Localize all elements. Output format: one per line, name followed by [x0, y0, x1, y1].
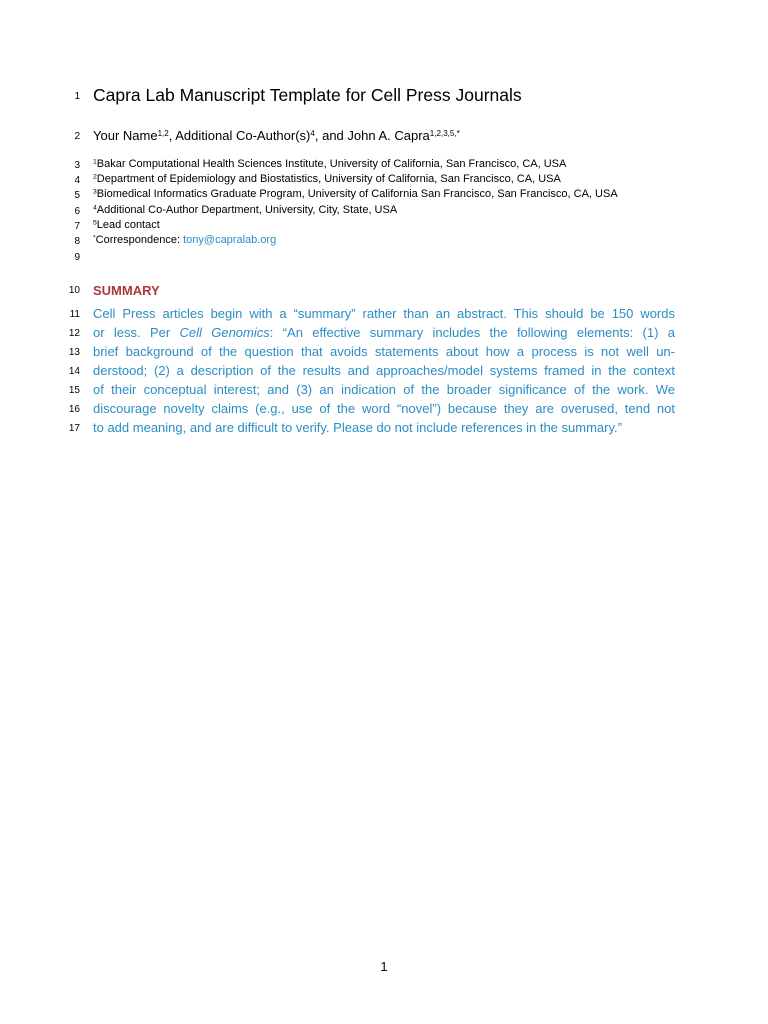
summary-line [93, 325, 675, 340]
correspondence-email-link[interactable]: tony@capralab.org [183, 234, 277, 246]
correspondence-label: Correspondence: [95, 234, 184, 246]
author-name: Your Name [93, 128, 158, 143]
line-number: 6 [74, 206, 80, 217]
line-number: 8 [74, 236, 80, 247]
affiliation-text: Lead contact [96, 219, 160, 231]
line-number: 9 [74, 252, 80, 263]
author-name: , and John A. Capra [314, 128, 430, 143]
author-list [93, 128, 460, 143]
summary-heading: SUMMARY [93, 283, 160, 298]
line-number: 5 [74, 190, 80, 201]
author-affiliation-marker: 4 [310, 128, 315, 138]
affiliation [93, 173, 561, 185]
summary-line: discourage novelty claims (e.g., use of the word “novel”) because they are overused, tend not [93, 401, 675, 416]
author-affiliation-marker: 1,2 [157, 128, 169, 138]
line-number: 16 [68, 404, 80, 415]
affiliation-marker: 5 [93, 219, 97, 227]
affiliation-marker: 2 [93, 173, 97, 181]
paper-title: Capra Lab Manuscript Template for Cell Press Journals [93, 85, 522, 105]
line-number: 14 [68, 366, 80, 377]
affiliation-marker: 1 [93, 158, 97, 166]
summary-line: brief background of the question that avoids statements about how a process is not well un- [93, 344, 675, 359]
affiliation-text: Biomedical Informatics Graduate Program, University of California San Francisco, San Francisco, CA, USA [96, 188, 618, 200]
line-number: 12 [68, 328, 80, 339]
line-number: 17 [68, 423, 80, 434]
affiliation-text: Bakar Computational Health Sciences Institute, University of California, San Francisco, CA, USA [96, 158, 567, 170]
line-number: 7 [74, 221, 80, 232]
summary-text: or less. Per [93, 325, 180, 340]
affiliation [93, 219, 160, 231]
affiliation [93, 204, 397, 216]
affiliation-marker: 3 [93, 188, 97, 196]
affiliation [93, 188, 618, 200]
author-affiliation-marker: 1,2,3,5,* [429, 128, 460, 138]
summary-line: derstood; (2) a description of the results and approaches/model systems framed in the context [93, 363, 675, 378]
summary-text: : “An effective summary includes the following elements: (1) a [269, 325, 675, 340]
summary-line: Cell Press articles begin with a “summary” rather than an abstract. This should be 150 words [93, 306, 675, 321]
correspondence [93, 234, 276, 246]
line-number: 15 [68, 385, 80, 396]
affiliation-marker: 4 [93, 204, 97, 212]
line-number: 10 [68, 285, 80, 296]
page-number: 1 [380, 959, 388, 974]
journal-name: Cell Genomics [179, 325, 270, 340]
line-number: 2 [74, 131, 80, 142]
line-number: 13 [68, 347, 80, 358]
line-number: 4 [74, 175, 80, 186]
affiliation [93, 158, 566, 170]
line-number: 3 [74, 160, 80, 171]
line-number: 1 [74, 91, 80, 102]
line-number: 11 [69, 309, 80, 320]
correspondence-marker: * [93, 234, 96, 242]
summary-line: of their conceptual interest; and (3) an indication of the broader significance of the work. We [93, 382, 675, 397]
author-name: , Additional Co-Author(s) [168, 128, 311, 143]
summary-line: to add meaning, and are difficult to verify. Please do not include references in the summary.” [93, 420, 622, 435]
affiliation-text: Department of Epidemiology and Biostatistics, University of California, San Francisco, CA, USA [96, 173, 561, 185]
affiliation-text: Additional Co-Author Department, University, City, State, USA [96, 204, 398, 216]
